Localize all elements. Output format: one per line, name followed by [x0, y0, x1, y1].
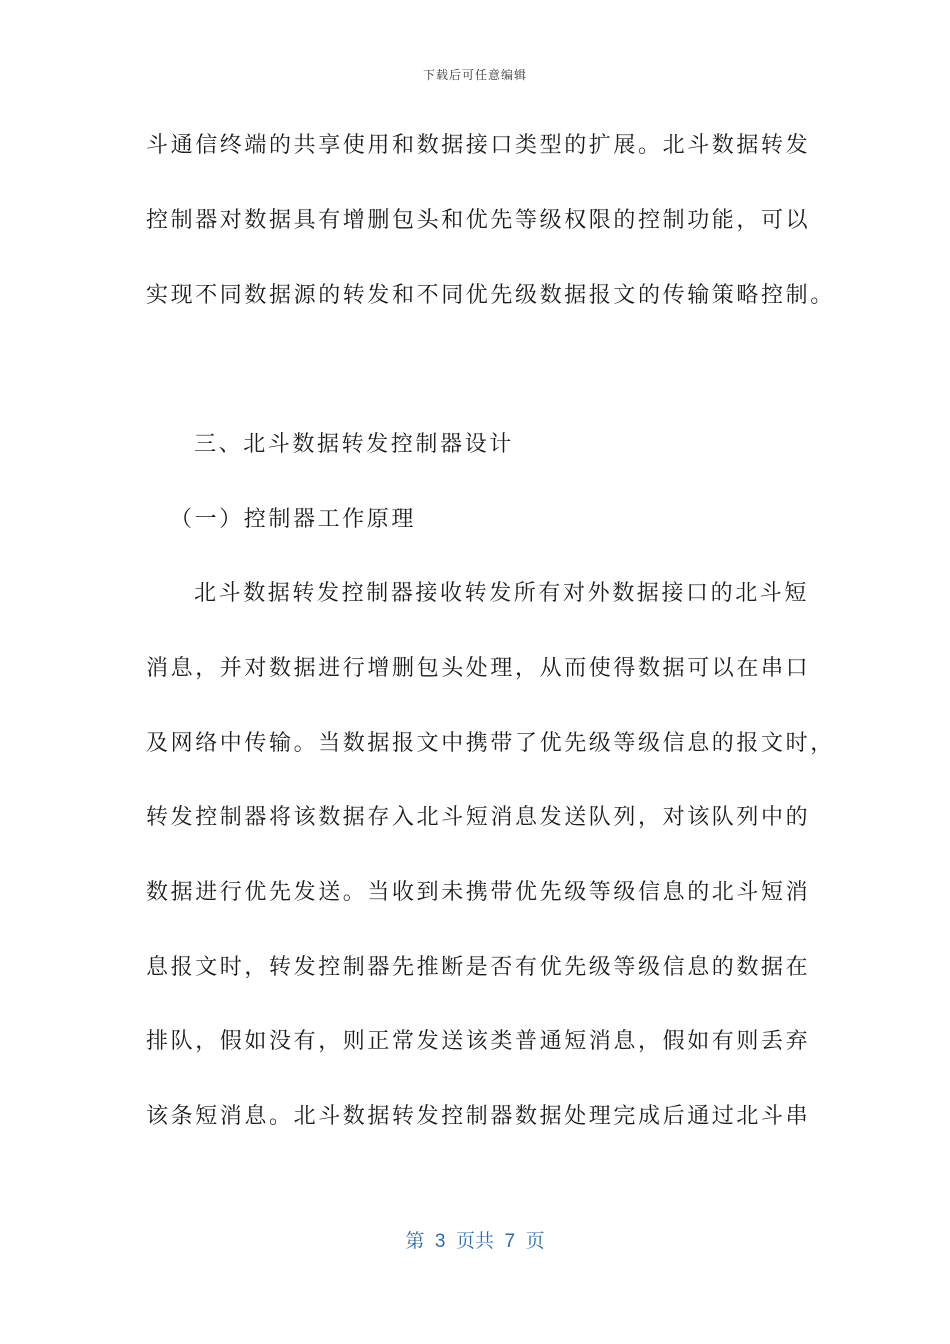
body-line: 数据进行优先发送。当收到未携带优先级等级信息的北斗短消	[146, 880, 811, 905]
section-heading: 三、北斗数据转发控制器设计	[194, 432, 514, 457]
body-line: 斗通信终端的共享使用和数据接口类型的扩展。北斗数据转发	[146, 133, 811, 158]
body-line: 该条短消息。北斗数据转发控制器数据处理完成后通过北斗串	[146, 1104, 811, 1129]
body-line: 消息，并对数据进行增删包头处理，从而使得数据可以在串口	[146, 656, 811, 681]
subsection-heading: （一）控制器工作原理	[170, 507, 417, 532]
body-line: 及网络中传输。当数据报文中携带了优先级等级信息的报文时，	[146, 731, 835, 756]
body-line: 转发控制器将该数据存入北斗短消息发送队列，对该队列中的	[146, 805, 811, 830]
page-number: 第 3 页共 7 页	[405, 1231, 545, 1252]
body-line: 排队，假如没有，则正常发送该类普通短消息，假如有则丢弃	[146, 1029, 811, 1054]
body-line: 实现不同数据源的转发和不同优先级数据报文的传输策略控制。	[146, 283, 835, 308]
body-line: 控制器对数据具有增删包头和优先等级权限的控制功能，可以	[146, 208, 811, 233]
body-line: 息报文时，转发控制器先推断是否有优先级等级信息的数据在	[146, 955, 811, 980]
body-line: 北斗数据转发控制器接收转发所有对外数据接口的北斗短	[194, 581, 810, 606]
page-header: 下载后可任意编辑	[422, 68, 527, 82]
